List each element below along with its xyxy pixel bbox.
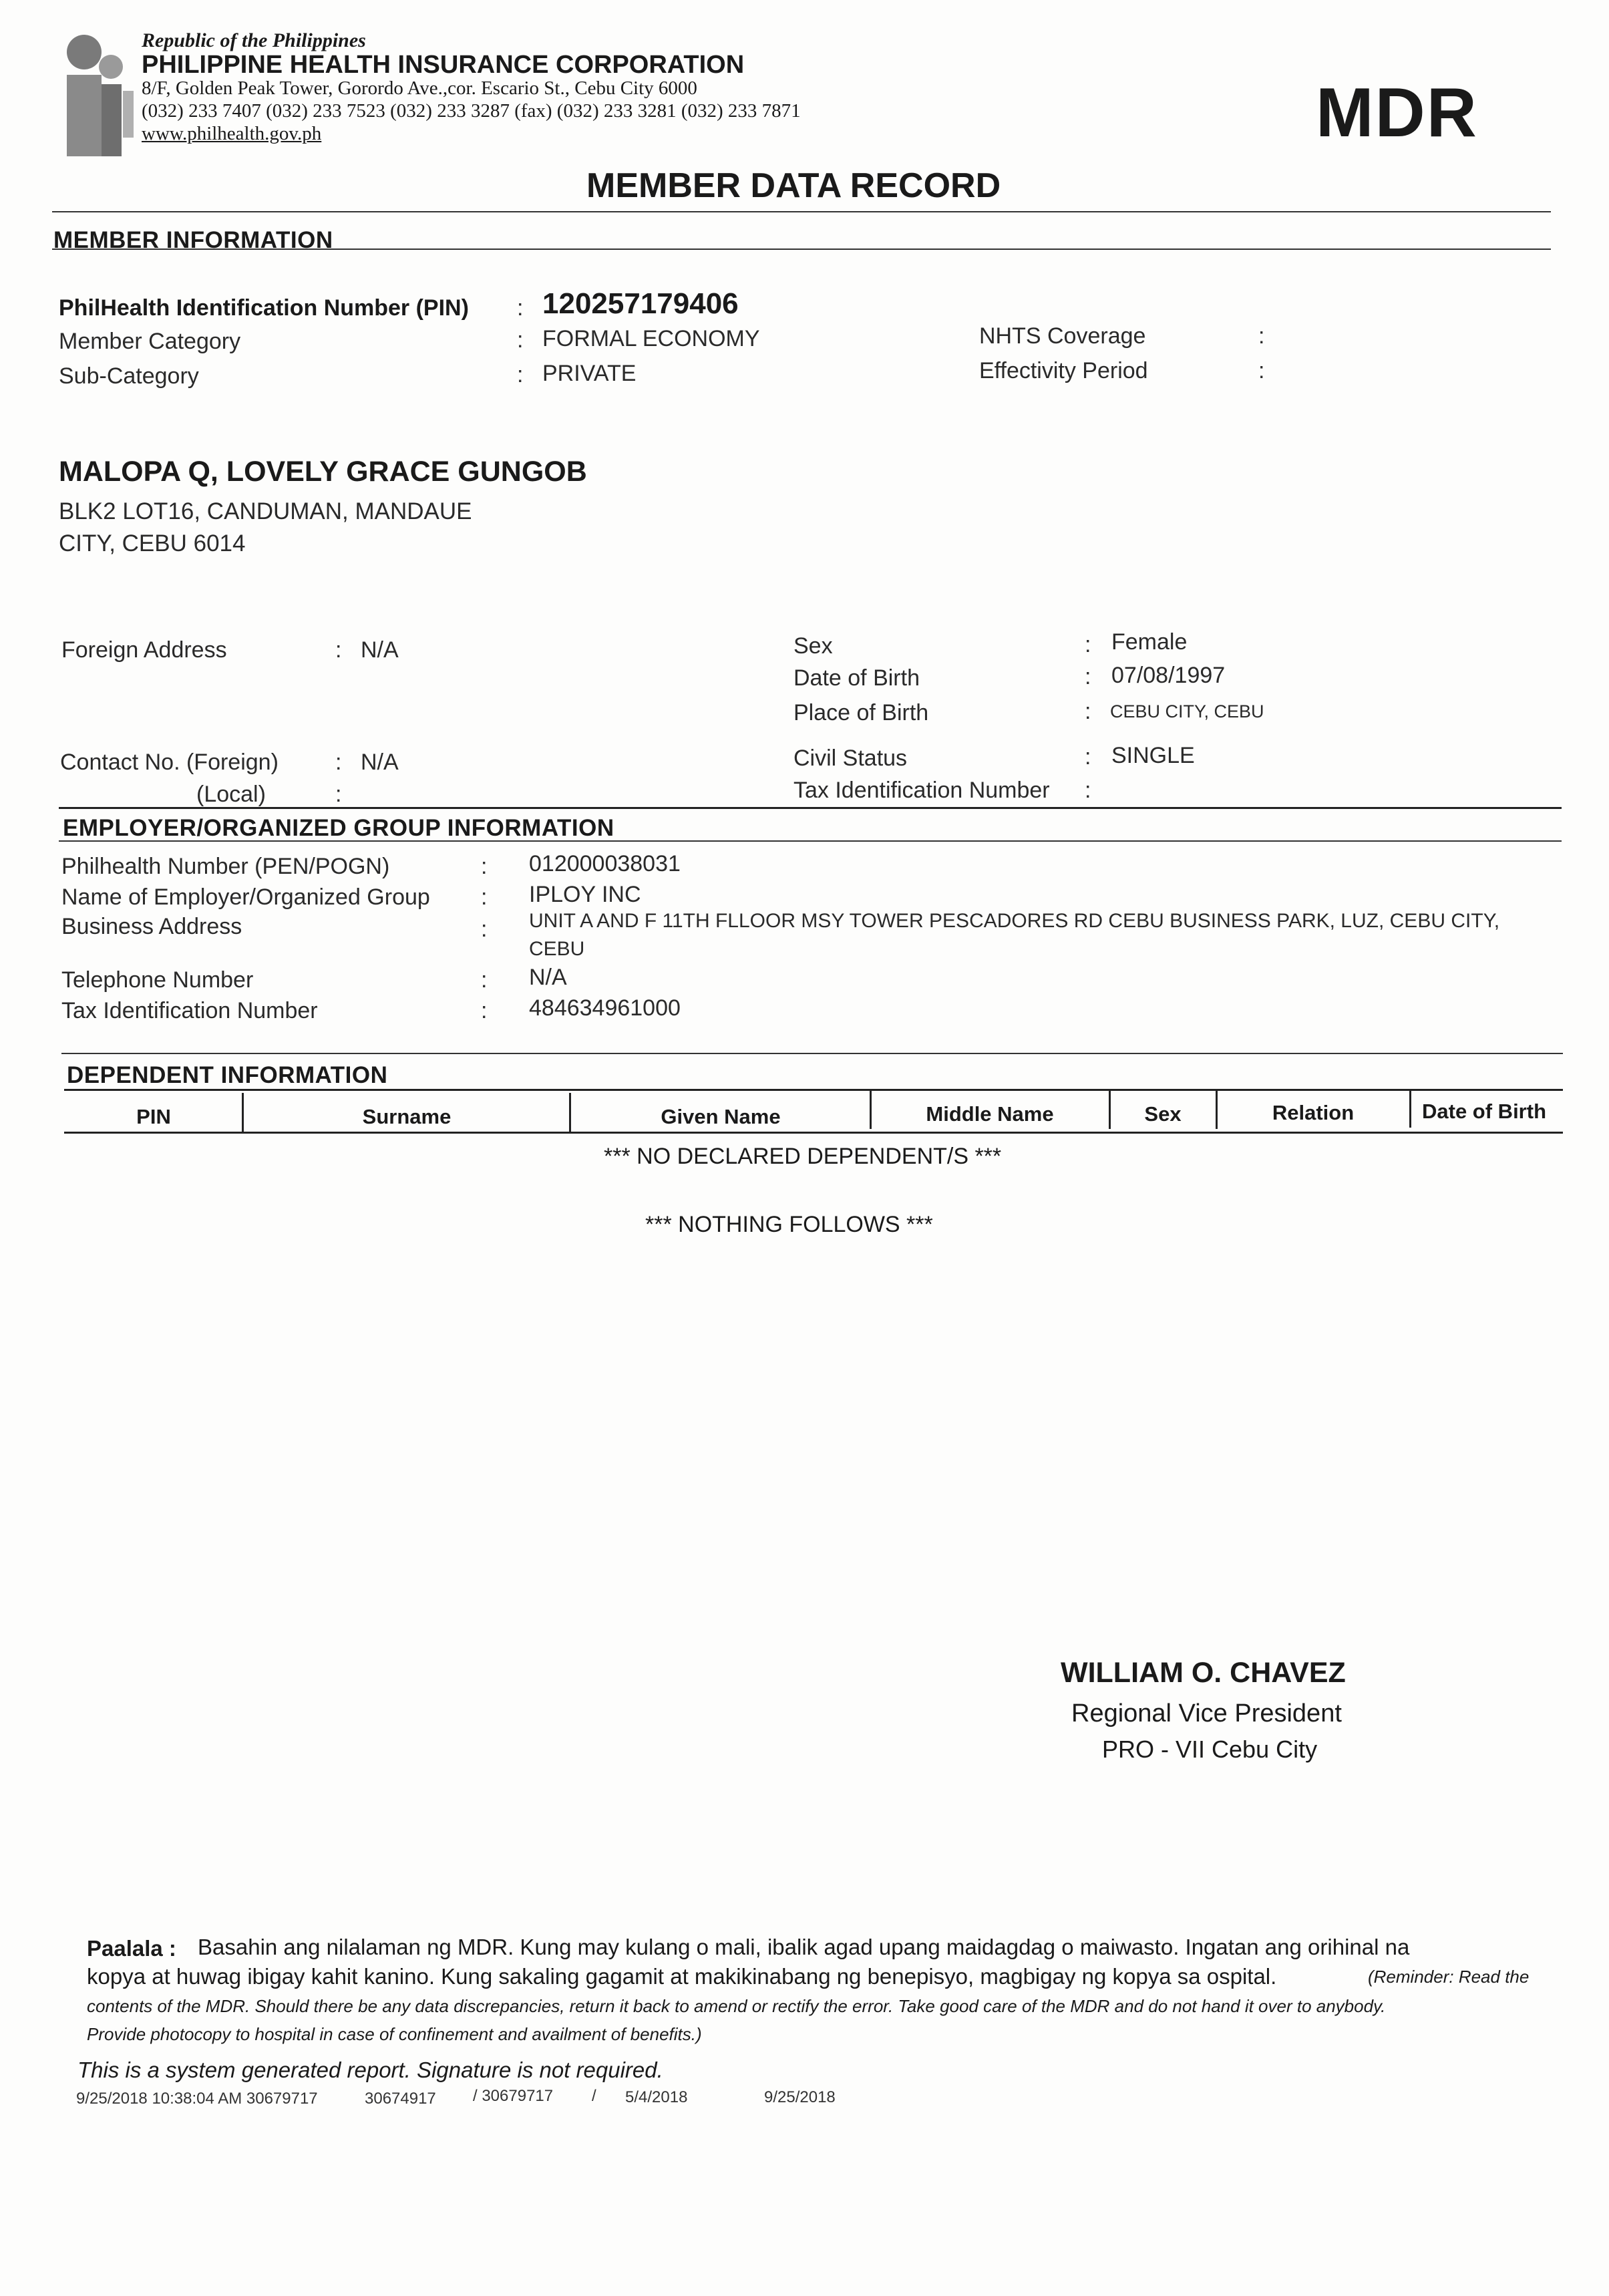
col-middle-name: Middle Name <box>926 1102 1054 1126</box>
page-title: MEMBER DATA RECORD <box>586 166 1001 205</box>
signatory-office: PRO - VII Cebu City <box>1102 1736 1318 1763</box>
col-relation: Relation <box>1272 1101 1355 1124</box>
philhealth-logo <box>59 27 139 160</box>
reminder-line-2: contents of the MDR. Should there be any data discrepancies, return it back to amend or rectify the error. Take good care of the MDR and do not hand it over to anybody. <box>87 1996 1386 2016</box>
print-stamp-4: / <box>592 2087 596 2105</box>
contact-local-colon: : <box>335 782 342 807</box>
website-link[interactable]: www.philhealth.gov.ph <box>142 123 322 144</box>
pen-label: Philhealth Number (PEN/POGN) <box>61 854 390 879</box>
business-address-value-2: CEBU <box>529 938 585 960</box>
no-dependents-text: *** NO DECLARED DEPENDENT/S *** <box>604 1144 1002 1169</box>
mdr-badge: MDR <box>1316 74 1478 152</box>
member-section-divider <box>52 249 1551 250</box>
col-given-name: Given Name <box>661 1105 781 1128</box>
pen-value: 012000038031 <box>529 851 681 876</box>
foreign-address-value: N/A <box>361 637 399 663</box>
paalala-text-line-2: kopya at huwag ibigay kahit kanino. Kung sakaling gagamit at makikinabang ng benepisyo, magbigay ng kopya sa ospital. <box>87 1964 1277 1989</box>
employer-tin-colon: : <box>481 998 488 1023</box>
effectivity-period-colon: : <box>1258 358 1265 383</box>
sub-category-value: PRIVATE <box>542 361 637 386</box>
signatory-title: Regional Vice President <box>1071 1699 1342 1728</box>
dependent-section-title: DEPENDENT INFORMATION <box>67 1062 388 1088</box>
member-category-value: FORMAL ECONOMY <box>542 326 760 351</box>
print-stamp-6: 9/25/2018 <box>764 2088 836 2106</box>
sub-category-label: Sub-Category <box>59 363 199 389</box>
employer-section-title: EMPLOYER/ORGANIZED GROUP INFORMATION <box>63 815 614 841</box>
member-address-line-2: CITY, CEBU 6014 <box>59 530 246 556</box>
print-stamp-3: / 30679717 <box>473 2087 554 2105</box>
employer-name-label: Name of Employer/Organized Group <box>61 884 430 910</box>
corporation-name: PHILIPPINE HEALTH INSURANCE CORPORATION <box>142 51 745 79</box>
member-category-colon: : <box>517 327 524 353</box>
print-stamp-2: 30674917 <box>365 2090 436 2108</box>
business-address-label: Business Address <box>61 914 242 939</box>
republic-text: Republic of the Philippines <box>142 29 366 51</box>
employer-section-top-divider <box>59 807 1562 809</box>
telephone-colon: : <box>481 967 488 993</box>
effectivity-period-label: Effectivity Period <box>979 358 1148 383</box>
reminder-line-1: (Reminder: Read the <box>1368 1967 1530 1987</box>
place-of-birth-colon: : <box>1085 699 1091 724</box>
telephone-label: Telephone Number <box>61 967 254 993</box>
date-of-birth-value: 07/08/1997 <box>1111 663 1226 688</box>
paalala-text-line-1: Basahin ang nilalaman ng MDR. Kung may kulang o mali, ibalik agad upang maidagdag o maiwasto. Ingatan ang orihinal na <box>198 1935 1410 1959</box>
title-divider <box>52 211 1551 212</box>
pin-label: PhilHealth Identification Number (PIN) <box>59 295 469 321</box>
contact-foreign-colon: : <box>335 750 342 775</box>
employer-name-value: IPLOY INC <box>529 882 641 907</box>
date-of-birth-label: Date of Birth <box>793 665 920 691</box>
reminder-line-3: Provide photocopy to hospital in case of confinement and availment of benefits.) <box>87 2024 702 2044</box>
business-address-value-1: UNIT A AND F 11TH FLLOOR MSY TOWER PESCADORES RD CEBU BUSINESS PARK, LUZ, CEBU CITY, <box>529 910 1500 932</box>
nothing-follows-text: *** NOTHING FOLLOWS *** <box>645 1212 933 1237</box>
foreign-address-label: Foreign Address <box>61 637 227 663</box>
corporation-phones: (032) 233 7407 (032) 233 7523 (032) 233 3287 (fax) (032) 233 3281 (032) 233 7871 <box>142 100 801 122</box>
nhts-coverage-colon: : <box>1258 323 1265 349</box>
paalala-label: Paalala : <box>87 1936 176 1961</box>
contact-local-label: (Local) <box>196 782 266 807</box>
contact-foreign-value: N/A <box>361 750 399 775</box>
dependent-table-top-border <box>64 1089 1563 1091</box>
civil-status-value: SINGLE <box>1111 743 1195 768</box>
print-stamp-5: 5/4/2018 <box>625 2088 688 2106</box>
sex-colon: : <box>1085 632 1091 657</box>
member-tin-colon: : <box>1085 778 1091 803</box>
business-address-colon: : <box>481 917 488 942</box>
dependent-table-bottom-border <box>64 1132 1563 1134</box>
foreign-address-colon: : <box>335 637 342 663</box>
contact-foreign-label: Contact No. (Foreign) <box>60 750 279 775</box>
date-of-birth-colon: : <box>1085 664 1091 689</box>
col-date-of-birth: Date of Birth <box>1422 1100 1546 1123</box>
col-pin: PIN <box>136 1105 171 1128</box>
place-of-birth-label: Place of Birth <box>793 700 929 725</box>
employer-tin-value: 484634961000 <box>529 995 681 1021</box>
pin-value: 120257179406 <box>542 287 739 320</box>
member-address-line-1: BLK2 LOT16, CANDUMAN, MANDAUE <box>59 498 472 524</box>
place-of-birth-value: CEBU CITY, CEBU <box>1110 701 1264 721</box>
telephone-value: N/A <box>529 965 567 990</box>
corporation-address: 8/F, Golden Peak Tower, Gorordo Ave.,cor. Escario St., Cebu City 6000 <box>142 77 697 99</box>
employer-tin-label: Tax Identification Number <box>61 998 318 1023</box>
system-generated-note: This is a system generated report. Signature is not required. <box>77 2058 663 2082</box>
sex-value: Female <box>1111 629 1188 655</box>
employer-name-colon: : <box>481 884 488 910</box>
member-category-label: Member Category <box>59 329 241 354</box>
employer-section-divider <box>59 840 1562 842</box>
civil-status-label: Civil Status <box>793 746 908 771</box>
member-section-title: MEMBER INFORMATION <box>53 227 333 253</box>
pen-colon: : <box>481 854 488 879</box>
member-tin-label: Tax Identification Number <box>793 778 1050 803</box>
dependent-section-top-divider <box>61 1053 1563 1054</box>
col-surname: Surname <box>362 1105 452 1128</box>
nhts-coverage-label: NHTS Coverage <box>979 323 1146 349</box>
sub-category-colon: : <box>517 362 524 387</box>
pin-colon: : <box>517 295 524 321</box>
col-sex: Sex <box>1144 1102 1182 1126</box>
member-name: MALOPA Q, LOVELY GRACE GUNGOB <box>59 456 587 488</box>
signatory-name: WILLIAM O. CHAVEZ <box>1061 1657 1346 1689</box>
civil-status-colon: : <box>1085 744 1091 770</box>
print-timestamp: 9/25/2018 10:38:04 AM 30679717 <box>76 2090 318 2108</box>
sex-label: Sex <box>793 633 833 659</box>
